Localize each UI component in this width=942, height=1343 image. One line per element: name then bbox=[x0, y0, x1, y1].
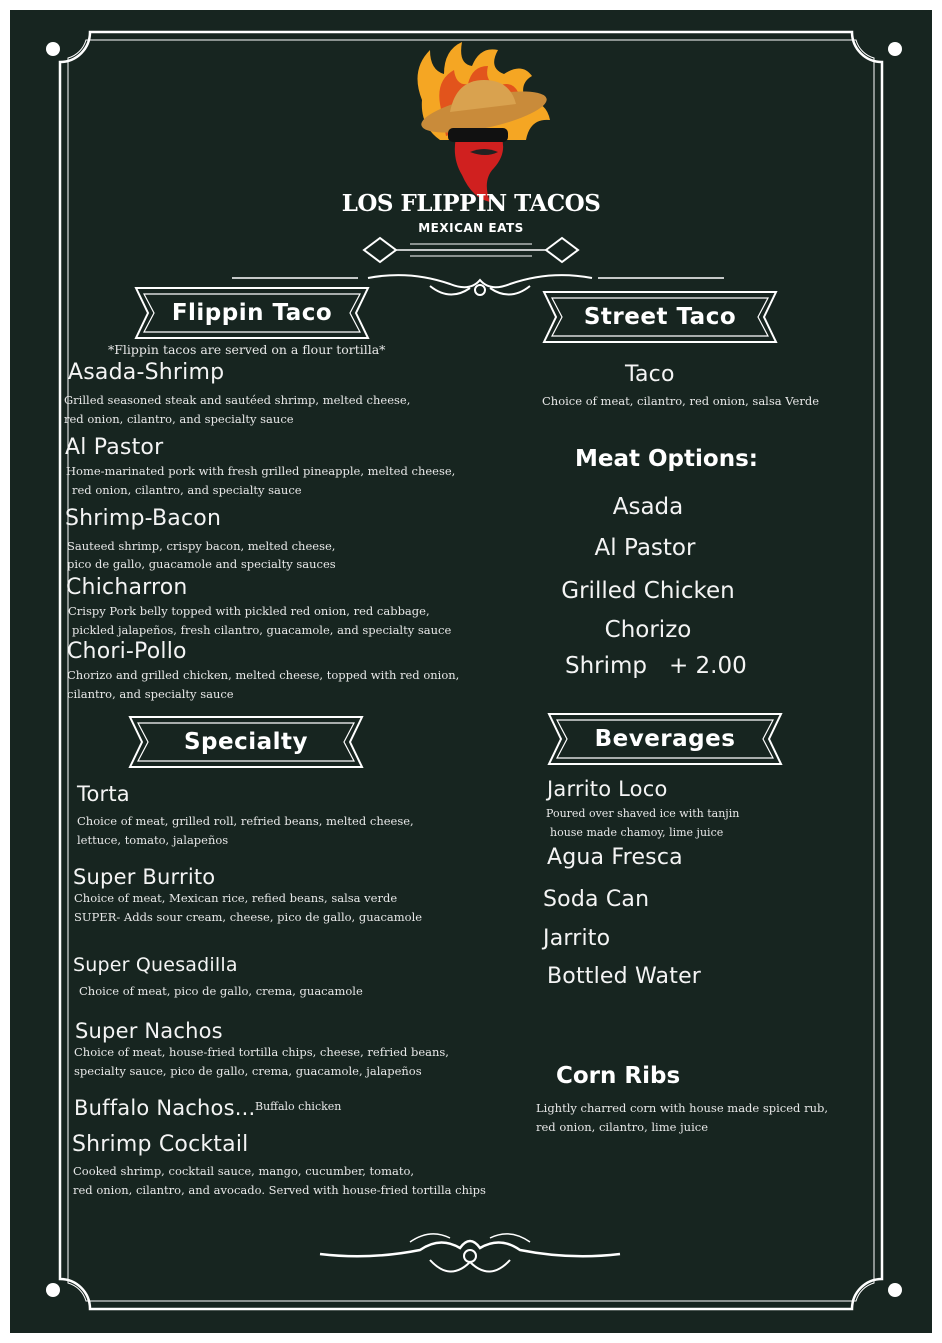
menu-item-name: Chicharron bbox=[66, 575, 188, 600]
beverage-desc: Poured over shaved ice with tanjin bbox=[546, 807, 740, 820]
beverage-name: Jarrito bbox=[543, 926, 611, 951]
menu-item-name: Buffalo Nachos... bbox=[74, 1096, 256, 1120]
menu-item-desc: red onion, cilantro, and specialty sauce bbox=[64, 412, 294, 426]
menu-item-desc: Grilled seasoned steak and sautéed shrimp, melted cheese, bbox=[64, 393, 411, 407]
beverage-name: Soda Can bbox=[543, 887, 650, 912]
menu-item-desc: Choice of meat, house-fried tortilla chips, cheese, refried beans, bbox=[74, 1045, 449, 1059]
diamond-divider-icon bbox=[360, 230, 582, 270]
flippin-taco-note: *Flippin tacos are served on a flour tortilla* bbox=[108, 342, 386, 357]
menu-item-desc: Crispy Pork belly topped with pickled red onion, red cabbage, bbox=[68, 604, 430, 618]
menu-item-desc: Sauteed shrimp, crispy bacon, melted cheese, bbox=[67, 539, 336, 553]
corner-dot-icon bbox=[46, 42, 60, 56]
menu-item-desc: pico de gallo, guacamole and specialty sauces bbox=[67, 557, 336, 571]
menu-item-desc: Cooked shrimp, cocktail sauce, mango, cucumber, tomato, bbox=[73, 1164, 415, 1178]
bottom-flourish-icon bbox=[310, 1220, 630, 1290]
menu-item-name: Torta bbox=[77, 782, 130, 806]
street-taco-banner bbox=[542, 290, 778, 344]
chili-pepper-logo-icon bbox=[400, 40, 560, 205]
specialty-banner bbox=[128, 715, 364, 769]
menu-item-desc: Home-marinated pork with fresh grilled pineapple, melted cheese, bbox=[66, 464, 456, 478]
street-taco-desc: Choice of meat, cilantro, red onion, salsa Verde bbox=[542, 394, 819, 408]
menu-item-desc: specialty sauce, pico de gallo, crema, guacamole, jalapeños bbox=[74, 1064, 422, 1078]
menu-item-name: Al Pastor bbox=[65, 435, 164, 460]
menu-item-name: Asada-Shrimp bbox=[68, 360, 225, 385]
corn-ribs-desc: red onion, cilantro, lime juice bbox=[536, 1120, 709, 1134]
menu-item-desc: Buffalo chicken bbox=[255, 1100, 342, 1113]
corner-dot-icon bbox=[46, 1283, 60, 1297]
beverage-desc: house made chamoy, lime juice bbox=[550, 826, 724, 839]
menu-item-name: Super Quesadilla bbox=[73, 954, 238, 976]
corner-dot-icon bbox=[888, 42, 902, 56]
menu-item-desc: red onion, cilantro, and avocado. Served with house-fried tortilla chips bbox=[73, 1183, 486, 1197]
meat-options-heading: Meat Options: bbox=[575, 446, 758, 472]
street-taco-heading: Street Taco bbox=[583, 304, 737, 330]
meat-option: Grilled Chicken bbox=[561, 578, 735, 604]
meat-option: Asada bbox=[612, 494, 684, 520]
corner-dot-icon bbox=[888, 1283, 902, 1297]
meat-option: Shrimp + 2.00 bbox=[565, 653, 747, 679]
menu-item-desc: Choice of meat, Mexican rice, refied beans, salsa verde bbox=[74, 891, 398, 905]
flippin-taco-heading: Flippin Taco bbox=[171, 300, 333, 326]
menu-page bbox=[10, 10, 932, 1333]
menu-item-desc: Choice of meat, grilled roll, refried beans, melted cheese, bbox=[77, 814, 414, 828]
specialty-heading: Specialty bbox=[183, 729, 309, 755]
menu-item-desc: Chorizo and grilled chicken, melted cheese, topped with red onion, bbox=[67, 668, 460, 682]
menu-item-desc: Choice of meat, pico de gallo, crema, guacamole bbox=[79, 984, 363, 998]
street-taco-item: Taco bbox=[625, 362, 675, 387]
beverage-name: Jarrito Loco bbox=[547, 777, 668, 801]
menu-item-name: Shrimp-Bacon bbox=[65, 506, 222, 531]
flippin-taco-banner bbox=[134, 286, 370, 340]
menu-item-desc: red onion, cilantro, and specialty sauce bbox=[72, 483, 302, 497]
menu-item-name: Chori-Pollo bbox=[67, 639, 187, 664]
beverage-name: Agua Fresca bbox=[547, 845, 683, 870]
beverage-name: Bottled Water bbox=[547, 964, 702, 989]
menu-item-desc: SUPER- Adds sour cream, cheese, pico de gallo, guacamole bbox=[74, 910, 423, 924]
beverages-heading: Beverages bbox=[594, 726, 736, 752]
menu-item-desc: pickled jalapeños, fresh cilantro, guacamole, and specialty sauce bbox=[72, 623, 452, 637]
meat-option: Al Pastor bbox=[594, 535, 696, 561]
meat-option: Chorizo bbox=[604, 617, 692, 643]
corn-ribs-desc: Lightly charred corn with house made spiced rub, bbox=[536, 1101, 828, 1115]
corn-ribs-heading: Corn Ribs bbox=[556, 1063, 681, 1089]
menu-item-desc: lettuce, tomato, jalapeños bbox=[77, 833, 229, 847]
beverages-banner bbox=[547, 712, 783, 766]
brand-tagline: MEXICAN EATS bbox=[418, 221, 524, 235]
menu-item-desc: cilantro, and specialty sauce bbox=[67, 687, 234, 701]
menu-item-name: Shrimp Cocktail bbox=[72, 1132, 249, 1157]
menu-item-name: Super Nachos bbox=[75, 1019, 223, 1043]
brand-name: LOS FLIPPIN TACOS bbox=[341, 190, 601, 217]
menu-item-name: Super Burrito bbox=[73, 865, 216, 889]
